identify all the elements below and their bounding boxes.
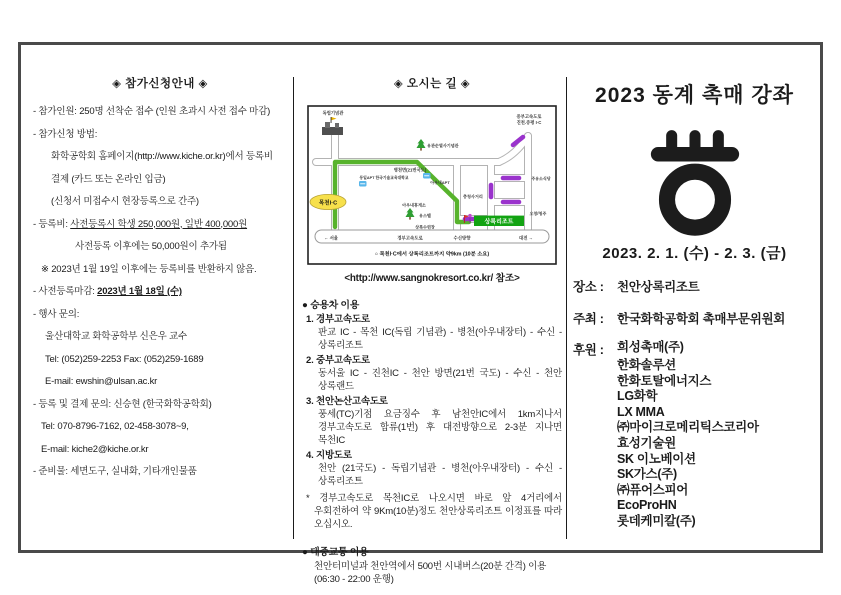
car-section-header: ● 승용차 이용 xyxy=(302,300,360,311)
map-label-seoul: ← 서울 xyxy=(323,235,339,241)
registration-line xyxy=(33,285,287,298)
map-caption: ○ 목천I·C에서 상록리조트까지 약9km (10분 소요) xyxy=(374,251,490,258)
map-label-daejeon: 대전 → xyxy=(518,235,534,241)
route-title: 1. 경부고속도로 xyxy=(306,314,370,325)
title-section xyxy=(573,67,816,530)
venue-row xyxy=(573,277,816,295)
registration-line: (신청서 미접수시 현장등록으로 간주) xyxy=(51,196,199,207)
transit-line: (06:30 - 22:00 운행) xyxy=(314,574,394,585)
registration-section xyxy=(33,67,287,488)
sponsor-item: LX MMA xyxy=(617,404,665,419)
registration-line: - 참가인원: 250명 선착순 접수 (인원 초과시 사전 접수 마감) xyxy=(33,106,271,117)
map-label-training-center: 상록수련장 xyxy=(415,224,435,230)
map-reference-note: <http://www.sangnokresort.co.kr/ 참조> xyxy=(344,273,520,284)
sponsor-item: ㈜퓨어스피어 xyxy=(617,482,689,497)
map-label-jungbu-expwy: 중부고속도로 xyxy=(516,114,542,119)
map-canvas xyxy=(307,105,557,265)
sponsor-list xyxy=(617,358,816,530)
mokcheon-ic-badge xyxy=(310,194,346,209)
fee-underlined-text: 사전등록시 학생 250,000원, 일반 400,000원 xyxy=(70,218,248,230)
registration-header: ◈ 참가신청안내 ◈ xyxy=(112,78,208,90)
transit-line: 천안터미널과 천안역에서 500번 시내버스(20분 간격) 이용 xyxy=(314,561,547,572)
host-row xyxy=(573,309,816,327)
map-label-byeongcheon: 병천면(21번국도) xyxy=(393,167,427,173)
route-desc: 풍세(TC)기점 요금징수 후 남천안IC에서 1km지나서 경부고속도로 합류(1번) 후 대전방향으로 2-3분 지나면 목천IC xyxy=(318,409,562,446)
map-label-koreatech: 동일APT 한국기술교육대학교 xyxy=(359,176,409,180)
directions-section xyxy=(302,67,562,586)
host-value: 한국화학공학회 촉매부문위원회 xyxy=(617,312,786,326)
route-note: * 경부고속도로 목천IC로 나오시면 바로 앞 4거리에서 우회전하여 약 9Km(10분)정도 천안상록리조트 이정표를 따라 오십시오. xyxy=(306,493,562,530)
column-divider-2 xyxy=(566,77,567,539)
directions-header: ◈ 오시는 길 ◈ xyxy=(393,78,471,90)
resort-badge xyxy=(474,216,524,226)
sponsor-item: SK가스(주) xyxy=(617,467,677,482)
route-desc: 판교 IC - 목천 IC(독립 기념관) - 병천(아우내장터) - 수신 - 상록리조트 xyxy=(318,327,562,351)
route-item xyxy=(302,449,562,488)
map-label-gyeongbu-expwy: 경부고속도로 xyxy=(397,235,423,241)
venue-label: 장소 : xyxy=(573,280,604,294)
registration-line: 화학공학회 홈페이지(http://www.kiche.or.kr)에서 등록비 xyxy=(51,151,273,162)
sponsor-item: 한화토탈에너지스 xyxy=(617,373,712,388)
venue-value: 천안상록리조트 xyxy=(617,280,700,294)
map-label-gas-station: 주유소식당 xyxy=(531,176,551,181)
map-label-crossroad: 충청사거리 xyxy=(463,194,483,199)
host-label: 주최 : xyxy=(573,312,604,326)
registration-line: - 준비물: 세면도구, 실내화, 기타개인물품 xyxy=(33,466,197,477)
map-label-rest-area: 아우내휴게소 xyxy=(402,202,426,208)
sponsor-item: 롯데케미칼(주) xyxy=(617,513,696,528)
school-icon xyxy=(423,173,431,179)
registration-line: 결제 (카드 또는 온라인 입금) xyxy=(51,173,166,185)
route-item xyxy=(302,395,562,447)
map-label-memorial-hall: 유관순열사기념관 xyxy=(427,143,459,148)
route-item xyxy=(302,354,562,393)
map-label-ochang: 오창/청주 xyxy=(529,211,547,216)
registration-line xyxy=(33,218,287,231)
registration-line: - 행사 문의: xyxy=(33,308,80,320)
route-map xyxy=(307,105,557,265)
school-icon xyxy=(359,181,367,187)
route-desc: 천안 (21국도) - 독립기념관 - 병천(아우내장터) - 수신 - 상록리조트 xyxy=(318,463,562,487)
route-desc: 동서울 IC - 진천IC - 천안 방면(21번 국도) - 수신 - 천안 상록랜드 xyxy=(318,368,562,392)
registration-line: Tel: 070-8796-7162, 02-458-3078~9, xyxy=(41,421,189,432)
event-dates: 2023. 2. 1. (수) - 2. 3. (금) xyxy=(602,245,787,262)
registration-line: E-mail: ewshin@ulsan.ac.kr xyxy=(45,376,158,387)
sponsor-item: 효성기술원 xyxy=(617,435,676,450)
sponsor-label: 후원 : xyxy=(573,343,604,357)
sponsor-item: EcoProHN xyxy=(617,498,677,513)
registration-line: 사전등록 이후에는 50,000원이 추가됨 xyxy=(75,241,227,252)
sponsor-item: LG화학 xyxy=(617,389,658,404)
registration-line: 울산대학교 화학공학부 신은우 교수 xyxy=(45,331,187,342)
page-frame xyxy=(18,42,823,585)
catalyst-logo-icon xyxy=(643,125,747,237)
map-label-susin: 수신방향 xyxy=(453,235,471,241)
map-label-sangnok-resort: 상록리조트 xyxy=(484,219,514,226)
deadline-label: - 사전등록마감: xyxy=(33,286,98,297)
sponsor-item: ㈜마이크로메리틱스코리아 xyxy=(617,420,759,435)
column-divider-1 xyxy=(293,77,294,539)
transit-section-header: ● 대중교통 이용 xyxy=(302,547,369,558)
map-label-jungbu-ic: 진천.증평 I·C xyxy=(516,120,542,125)
registration-line: E-mail: kiche2@kiche.or.kr xyxy=(41,443,149,455)
route-item xyxy=(302,313,562,352)
sponsor-item: 한화솔루션 xyxy=(617,358,676,372)
fee-label: - 등록비: xyxy=(33,218,71,230)
sponsor-item: SK 이노베이션 xyxy=(617,451,696,466)
sponsor-item: 희성촉매(주) xyxy=(617,340,684,354)
event-title: 2023 동계 촉매 강좌 xyxy=(595,84,794,107)
registration-line: ※ 2023년 1월 19일 이후에는 등록비를 반환하지 않음. xyxy=(41,263,257,275)
registration-line: - 등록 및 결제 문의: 신승현 (한국화학공학회) xyxy=(33,398,212,410)
registration-line: - 참가신청 방법: xyxy=(33,128,98,140)
map-label-mokcheon-ic: 목천I·C xyxy=(318,200,338,207)
map-label-youth-hostel: 유스텔 xyxy=(419,213,431,218)
highway-band xyxy=(315,230,549,243)
route-title: 2. 중부고속도로 xyxy=(306,355,370,366)
route-title: 4. 지방도로 xyxy=(306,450,352,461)
map-label-aunae-apt: 아우내APT xyxy=(430,180,450,185)
map-label-independence-hall: 독립기념관 xyxy=(322,110,344,116)
deadline-underlined-text: 2023년 1월 18일 (수) xyxy=(97,286,182,297)
registration-line: Tel: (052)259-2253 Fax: (052)259-1689 xyxy=(45,353,204,365)
route-title: 3. 천안논산고속도로 xyxy=(306,396,388,407)
sponsor-row xyxy=(573,340,816,358)
